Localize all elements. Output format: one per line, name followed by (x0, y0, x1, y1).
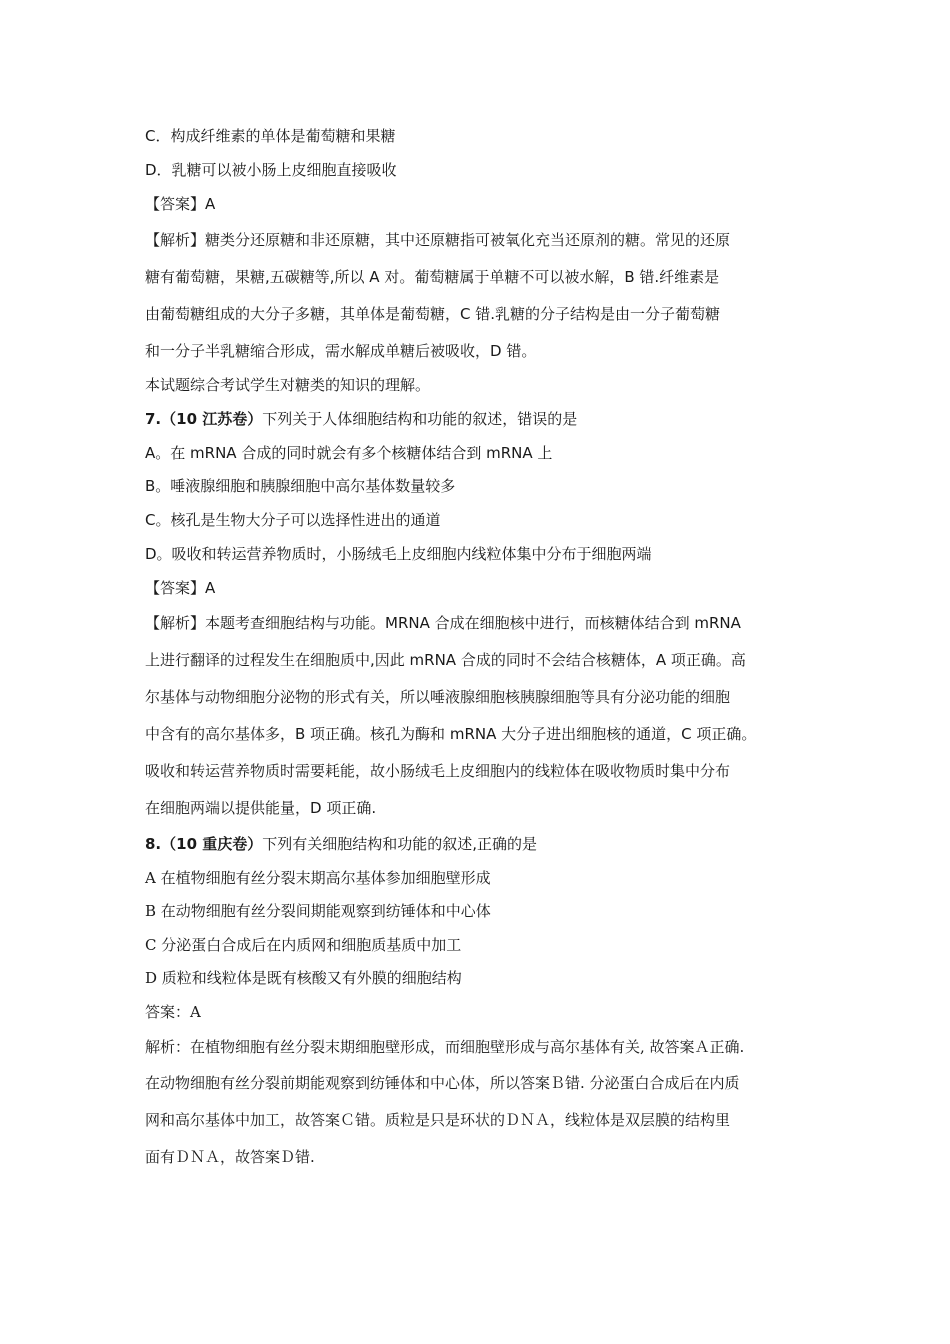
analysis-line: 面有ＤＮＡ，故答案Ｄ错. (145, 1148, 315, 1166)
answer-line: 【答案】A (145, 195, 216, 213)
option-d-line: D．乳糖可以被小肠上皮细胞直接吸收 (145, 161, 397, 179)
analysis-line: 上进行翻译的过程发生在细胞质中,因此 mRNA 合成的同时不会结合核糖体，A 项正确。高 (145, 651, 746, 669)
analysis-line: 【解析】本题考查细胞结构与功能。MRNA 合成在细胞核中进行，而核糖体结合到 mRNA (145, 614, 741, 632)
analysis-line: 在动物细胞有丝分裂前期能观察到纺锤体和中心体，所以答案Ｂ错. 分泌蛋白合成后在内质 (145, 1074, 740, 1092)
question-8-line (145, 834, 815, 854)
analysis-line: 由葡萄糖组成的大分子多糖，其单体是葡萄糖，C 错.乳糖的分子结构是由一分子葡萄糖 (145, 305, 721, 323)
option-d-line: D 质粒和线粒体是既有核酸又有外膜的细胞结构 (145, 969, 462, 987)
question-8-number: 8.（10 重庆卷） (145, 835, 263, 853)
analysis-line: 解析：在植物细胞有丝分裂末期细胞壁形成，而细胞壁形成与高尔基体有关, 故答案Ａ正确. (145, 1038, 745, 1056)
analysis-line: 尔基体与动物细胞分泌物的形式有关，所以唾液腺细胞核胰腺细胞等具有分泌功能的细胞 (145, 688, 731, 706)
option-b-line: B 在动物细胞有丝分裂间期能观察到纺锤体和中心体 (145, 902, 491, 920)
question-8-stem: 下列有关细胞结构和功能的叙述,正确的是 (262, 835, 538, 853)
analysis-line: 中含有的高尔基体多，B 项正确。核孔为酶和 mRNA 大分子进出细胞核的通道，C 项正确。 (145, 725, 757, 743)
answer-line: 【答案】A (145, 579, 216, 597)
option-a-line: A 在植物细胞有丝分裂末期高尔基体参加细胞壁形成 (145, 869, 491, 887)
analysis-line: 糖有葡萄糖，果糖,五碳糖等,所以 A 对。葡萄糖属于单糖不可以被水解，B 错.纤维素是 (145, 268, 720, 286)
option-a-line: A。在 mRNA 合成的同时就会有多个核糖体结合到 mRNA 上 (145, 444, 553, 462)
option-c-line: C．构成纤维素的单体是葡萄糖和果糖 (145, 127, 396, 145)
analysis-line: 和一分子半乳糖缩合形成，需水解成单糖后被吸收，D 错。 (145, 342, 537, 360)
question-7-line (145, 409, 815, 429)
option-c-line: C 分泌蛋白合成后在内质网和细胞质基质中加工 (145, 936, 462, 954)
answer-line: 答案：A (145, 1003, 201, 1021)
question-7-number: 7.（10 江苏卷） (145, 410, 263, 428)
question-7-stem: 下列关于人体细胞结构和功能的叙述，错误的是 (262, 410, 578, 428)
option-b-line: B。唾液腺细胞和胰腺细胞中高尔基体数量较多 (145, 477, 456, 495)
analysis-line: 【解析】糖类分还原糖和非还原糖，其中还原糖指可被氧化充当还原剂的糖。常见的还原 (145, 231, 731, 249)
analysis-line: 网和高尔基体中加工，故答案Ｃ错。质粒是只是环状的ＤＮＡ，线粒体是双层膜的结构里 (145, 1111, 731, 1129)
option-d-line: D。吸收和转运营养物质时，小肠绒毛上皮细胞内线粒体集中分布于细胞两端 (145, 545, 652, 563)
summary-line: 本试题综合考试学生对糖类的知识的理解。 (145, 376, 431, 394)
analysis-line: 吸收和转运营养物质时需要耗能，故小肠绒毛上皮细胞内的线粒体在吸收物质时集中分布 (145, 762, 731, 780)
analysis-line: 在细胞两端以提供能量，D 项正确. (145, 799, 377, 817)
option-c-line: C。核孔是生物大分子可以选择性进出的通道 (145, 511, 441, 529)
